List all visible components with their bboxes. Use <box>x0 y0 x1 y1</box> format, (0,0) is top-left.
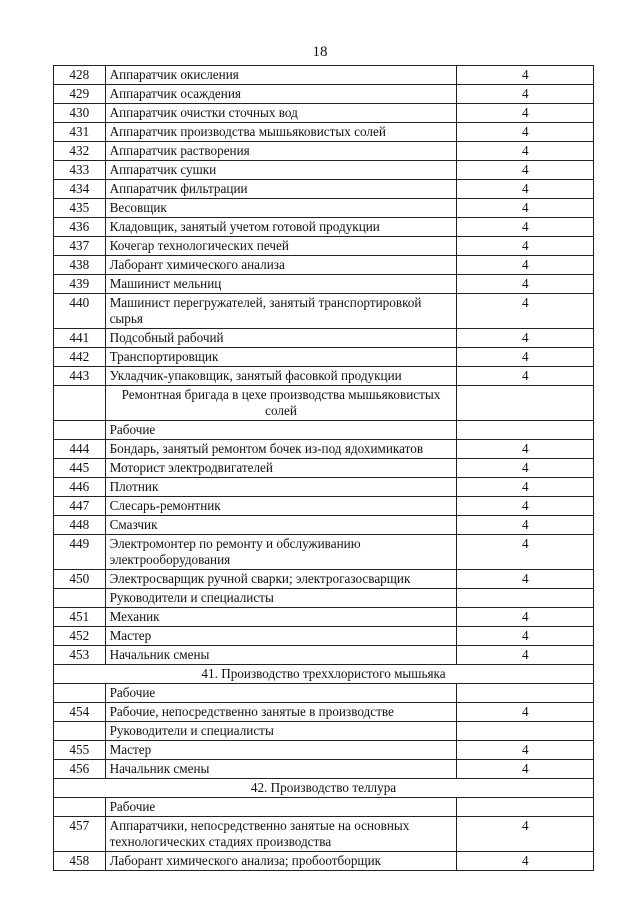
row-value: 4 <box>457 66 594 85</box>
row-number: 457 <box>54 817 106 852</box>
row-number: 451 <box>54 608 106 627</box>
row-value: 4 <box>457 294 594 329</box>
position-name: Бондарь, занятый ремонтом бочек из-под ядохимикатов <box>105 440 457 459</box>
subheading-title: Ремонтная бригада в цехе производства мышьяковистых солей <box>105 386 457 421</box>
row-number: 454 <box>54 703 106 722</box>
position-name: Транспортировщик <box>105 348 457 367</box>
row-number: 458 <box>54 852 106 871</box>
table-row <box>54 348 594 367</box>
group-row <box>54 722 594 741</box>
positions-table <box>53 65 594 871</box>
table-row <box>54 570 594 589</box>
section-title: 41. Производство треххлористого мышьяка <box>54 665 594 684</box>
table-row <box>54 516 594 535</box>
row-number-empty <box>54 589 106 608</box>
row-number: 430 <box>54 104 106 123</box>
row-value-empty <box>457 722 594 741</box>
group-row <box>54 589 594 608</box>
row-value: 4 <box>457 85 594 104</box>
table-row <box>54 817 594 852</box>
row-value: 4 <box>457 741 594 760</box>
row-number-empty <box>54 684 106 703</box>
row-number: 434 <box>54 180 106 199</box>
row-number: 437 <box>54 237 106 256</box>
position-name: Мастер <box>105 627 457 646</box>
row-value: 4 <box>457 161 594 180</box>
table-row <box>54 294 594 329</box>
row-number: 452 <box>54 627 106 646</box>
section-row <box>54 779 594 798</box>
position-name: Кочегар технологических печей <box>105 237 457 256</box>
row-value: 4 <box>457 478 594 497</box>
row-value: 4 <box>457 459 594 478</box>
row-number: 428 <box>54 66 106 85</box>
row-number: 432 <box>54 142 106 161</box>
row-value: 4 <box>457 199 594 218</box>
row-value: 4 <box>457 646 594 665</box>
table-row <box>54 237 594 256</box>
table-row <box>54 497 594 516</box>
position-name: Аппаратчик фильтрации <box>105 180 457 199</box>
row-number: 450 <box>54 570 106 589</box>
row-value-empty <box>457 798 594 817</box>
table-row <box>54 123 594 142</box>
group-row <box>54 798 594 817</box>
table-row <box>54 646 594 665</box>
row-value: 4 <box>457 703 594 722</box>
group-label: Рабочие <box>105 798 457 817</box>
position-name: Машинист перегружателей, занятый транспортировкой сырья <box>105 294 457 329</box>
group-label: Руководители и специалисты <box>105 722 457 741</box>
row-value: 4 <box>457 123 594 142</box>
table-row <box>54 180 594 199</box>
position-name: Рабочие, непосредственно занятые в производстве <box>105 703 457 722</box>
table-row <box>54 275 594 294</box>
row-number: 443 <box>54 367 106 386</box>
table-row <box>54 85 594 104</box>
row-number: 429 <box>54 85 106 104</box>
row-value: 4 <box>457 535 594 570</box>
row-value-empty <box>457 684 594 703</box>
row-value: 4 <box>457 329 594 348</box>
row-number: 441 <box>54 329 106 348</box>
row-value: 4 <box>457 367 594 386</box>
position-name: Аппаратчик растворения <box>105 142 457 161</box>
position-name: Моторист электродвигателей <box>105 459 457 478</box>
position-name: Электросварщик ручной сварки; электрогазосварщик <box>105 570 457 589</box>
table-row <box>54 440 594 459</box>
row-value: 4 <box>457 516 594 535</box>
row-number: 442 <box>54 348 106 367</box>
table-row <box>54 703 594 722</box>
row-number-empty <box>54 798 106 817</box>
row-number-empty <box>54 722 106 741</box>
table-row <box>54 535 594 570</box>
row-value: 4 <box>457 348 594 367</box>
table-row <box>54 741 594 760</box>
row-number: 455 <box>54 741 106 760</box>
row-number: 444 <box>54 440 106 459</box>
position-name: Лаборант химического анализа <box>105 256 457 275</box>
table-row <box>54 852 594 871</box>
row-value-empty <box>457 589 594 608</box>
position-name: Аппаратчик окисления <box>105 66 457 85</box>
table-row <box>54 161 594 180</box>
table-row <box>54 608 594 627</box>
row-value: 4 <box>457 627 594 646</box>
row-number: 435 <box>54 199 106 218</box>
row-number: 449 <box>54 535 106 570</box>
group-row <box>54 421 594 440</box>
row-number: 447 <box>54 497 106 516</box>
row-value: 4 <box>457 237 594 256</box>
row-value-empty <box>457 386 594 421</box>
position-name: Лаборант химического анализа; пробоотборщик <box>105 852 457 871</box>
table-row <box>54 459 594 478</box>
table-row <box>54 218 594 237</box>
position-name: Укладчик-упаковщик, занятый фасовкой продукции <box>105 367 457 386</box>
position-name: Аппаратчик осаждения <box>105 85 457 104</box>
position-name: Мастер <box>105 741 457 760</box>
row-value: 4 <box>457 218 594 237</box>
table-row <box>54 104 594 123</box>
table-row <box>54 329 594 348</box>
row-value: 4 <box>457 497 594 516</box>
table-row <box>54 142 594 161</box>
row-value: 4 <box>457 275 594 294</box>
table-row <box>54 66 594 85</box>
row-value-empty <box>457 421 594 440</box>
row-value: 4 <box>457 256 594 275</box>
row-number: 446 <box>54 478 106 497</box>
position-name: Аппаратчики, непосредственно занятые на основных технологических стадиях производства <box>105 817 457 852</box>
row-value: 4 <box>457 852 594 871</box>
row-number: 431 <box>54 123 106 142</box>
table-row <box>54 256 594 275</box>
row-value: 4 <box>457 760 594 779</box>
position-name: Механик <box>105 608 457 627</box>
table-row <box>54 367 594 386</box>
group-label: Рабочие <box>105 421 457 440</box>
table-row <box>54 627 594 646</box>
position-name: Аппаратчик сушки <box>105 161 457 180</box>
row-number: 438 <box>54 256 106 275</box>
row-number: 436 <box>54 218 106 237</box>
position-name: Аппаратчик очистки сточных вод <box>105 104 457 123</box>
position-name: Смазчик <box>105 516 457 535</box>
position-name: Кладовщик, занятый учетом готовой продукции <box>105 218 457 237</box>
row-number: 456 <box>54 760 106 779</box>
row-value: 4 <box>457 608 594 627</box>
row-value: 4 <box>457 104 594 123</box>
row-value: 4 <box>457 440 594 459</box>
row-number: 445 <box>54 459 106 478</box>
page-number: 18 <box>312 44 328 60</box>
section-row <box>54 665 594 684</box>
table-row <box>54 478 594 497</box>
section-title: 42. Производство теллура <box>54 779 594 798</box>
position-name: Начальник смены <box>105 646 457 665</box>
group-label: Рабочие <box>105 684 457 703</box>
row-number-empty <box>54 421 106 440</box>
row-number: 439 <box>54 275 106 294</box>
table-row <box>54 199 594 218</box>
table-body <box>54 66 594 871</box>
group-label: Руководители и специалисты <box>105 589 457 608</box>
position-name: Машинист мельниц <box>105 275 457 294</box>
row-number: 440 <box>54 294 106 329</box>
position-name: Плотник <box>105 478 457 497</box>
subheading-row <box>54 386 594 421</box>
position-name: Аппаратчик производства мышьяковистых солей <box>105 123 457 142</box>
row-number-empty <box>54 386 106 421</box>
row-value: 4 <box>457 570 594 589</box>
position-name: Подсобный рабочий <box>105 329 457 348</box>
position-name: Начальник смены <box>105 760 457 779</box>
position-name: Слесарь-ремонтник <box>105 497 457 516</box>
position-name: Весовщик <box>105 199 457 218</box>
row-value: 4 <box>457 142 594 161</box>
group-row <box>54 684 594 703</box>
row-number: 448 <box>54 516 106 535</box>
row-value: 4 <box>457 180 594 199</box>
row-number: 433 <box>54 161 106 180</box>
position-name: Электромонтер по ремонту и обслуживанию электрооборудования <box>105 535 457 570</box>
row-number: 453 <box>54 646 106 665</box>
row-value: 4 <box>457 817 594 852</box>
table-row <box>54 760 594 779</box>
